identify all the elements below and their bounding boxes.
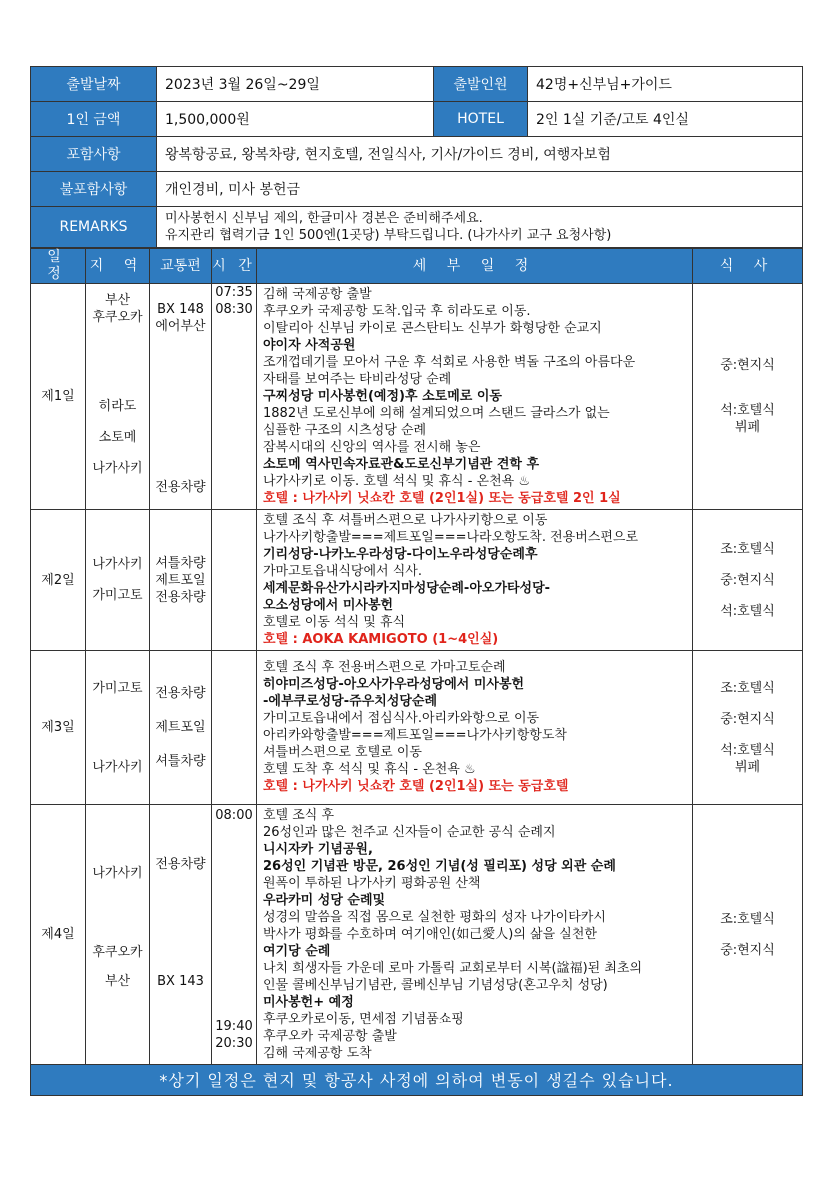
region-name: 부산: [104, 293, 131, 308]
meal-item: 중:현지식: [720, 358, 775, 373]
transport-item: 전용차량: [155, 857, 206, 872]
transport-item: 전용차량: [155, 686, 206, 701]
day-label: 제2일: [31, 510, 86, 651]
header-detail: 세 부 일 정: [257, 249, 693, 284]
detail-line: 후쿠오카로이동, 면세점 기념품쇼핑: [263, 1012, 464, 1027]
region-name: 나가사키: [92, 866, 143, 881]
time-item: 08:00: [215, 808, 253, 823]
detail-line: 심플한 구조의 시츠성당 순례: [263, 423, 427, 438]
time-item: 07:35: [215, 285, 253, 300]
detail-line: 26성인 기념관 방문, 26성인 기념(성 필리포) 성당 외관 순례: [263, 859, 616, 874]
included-label: 포함사항: [31, 137, 157, 172]
departure-label: 출발날짜: [31, 67, 157, 102]
detail-line: 호텔 도착 후 석식 및 휴식 - 온천욕 ♨: [263, 762, 476, 777]
day-meals: [693, 510, 803, 651]
day-regions: [86, 651, 150, 805]
header-day: 일 정: [31, 249, 86, 284]
day-times: [212, 510, 257, 651]
transport-item: 셔틀차량: [155, 754, 206, 769]
remarks-line-2: 유지관리 협력기금 1인 500엔(1곳당) 부탁드립니다. (나가사키 교구 요청사항): [165, 228, 612, 243]
hotel-line: 호텔 : 나가사키 닛쇼칸 호텔 (2인1실) 또는 동급호텔 2인 1실: [263, 491, 621, 506]
detail-line: 기리성당-나카노우라성당-다이노우라성당순례후: [263, 547, 538, 562]
footer-note: *상기 일정은 현지 및 항공사 사정에 의하여 변동이 생길수 있습니다.: [31, 1065, 803, 1096]
day-row: [31, 651, 803, 805]
transport-item: BX 143: [157, 974, 204, 989]
region-name: 히라도: [98, 399, 137, 414]
detail-line: 가미고토읍내에서 점심식사.아리카와항으로 이동: [263, 711, 540, 726]
detail-line: -에부쿠로성당-쥬우치성당순례: [263, 694, 438, 709]
day-times: [212, 651, 257, 805]
detail-line: 소토메 역사민속자료관&도로신부기념관 견학 후: [263, 457, 540, 472]
detail-line: 우라카미 성당 순례및: [263, 893, 386, 908]
hotel-line: 호텔 : AOKA KAMIGOTO (1~4인실): [263, 632, 499, 647]
day-label: 제4일: [31, 805, 86, 1065]
day-row: [31, 510, 803, 651]
hotel-line: 호텔 : 나가사키 닛쇼칸 호텔 (2인1실) 또는 동급호텔: [263, 779, 569, 794]
detail-line: 나가사키항출발===제트포일===나라오항도착. 전용버스편으로: [263, 530, 639, 545]
detail-line: 나치 희생자들 가운데 로마 가톨릭 교회로부터 시복(諡福)된 최초의: [263, 961, 643, 976]
meal-item: 중:현지식: [720, 711, 775, 727]
header-time: 시 간: [212, 249, 257, 284]
footer-row: [31, 1065, 803, 1096]
detail-line: 김해 국제공항 도착: [263, 1046, 372, 1061]
transport-item: 제트포일: [155, 720, 206, 735]
day-transport: [150, 510, 212, 651]
detail-line: 박사가 평화를 수호하며 여기애인(如己愛人)의 삶을 실천한: [263, 927, 597, 942]
region-name: 후쿠오카: [92, 310, 143, 325]
region-name: 가미고토: [92, 588, 143, 603]
detail-line: 26성인과 많은 천주교 신자들이 순교한 공식 순례지: [263, 825, 556, 840]
departure-value: 2023년 3월 26일~29일: [157, 67, 434, 102]
detail-line: 성경의 말씀을 직접 몸으로 실천한 평화의 성자 나가이타카시: [263, 910, 606, 925]
region-name: 후쿠오카: [92, 945, 143, 960]
people-label: 출발인원: [434, 67, 528, 102]
remarks-value: [157, 207, 803, 248]
detail-line: 이탈리아 신부님 카이로 콘스탄티노 신부가 화형당한 순교지: [263, 321, 602, 336]
transport-item: 셔틀차량: [155, 555, 206, 571]
meal-item: 뷔페: [734, 759, 761, 775]
transport-item: 전용차량: [155, 480, 206, 495]
detail-line: 인물 콜베신부님기념관, 콜베신부님 기념성당(혼고우치 성당): [263, 978, 608, 993]
detail-line: 자태를 보여주는 타비라성당 순례: [263, 372, 452, 387]
time-item: 20:30: [215, 1036, 253, 1051]
day-meals: [693, 651, 803, 805]
hotel-value: 2인 1실 기준/고토 4인실: [528, 102, 803, 137]
meal-item: 석:호텔식: [720, 403, 775, 418]
region-name: 나가사키: [92, 557, 143, 572]
detail-line: 셔틀버스편으로 호텔로 이동: [263, 745, 422, 760]
day-detail: [257, 805, 693, 1065]
detail-line: 가마고토읍내식당에서 식사.: [263, 564, 422, 579]
day-regions: [86, 805, 150, 1065]
detail-line: 야이자 사적공원: [263, 338, 356, 353]
transport-item: BX 148: [157, 302, 204, 317]
day-transport: [150, 651, 212, 805]
region-name: 부산: [104, 974, 131, 989]
region-name: 나가사키: [92, 461, 143, 476]
schedule-table: [30, 248, 803, 1096]
detail-line: 구찌성당 미사봉헌(예정)후 소토메로 이동: [263, 389, 502, 404]
day-row: [31, 284, 803, 510]
included-value: 왕복항공료, 왕복차량, 현지호텔, 전일식사, 기사/가이드 경비, 여행자보험: [157, 137, 803, 172]
detail-line: 여기당 순례: [263, 944, 331, 959]
time-item: 08:30: [215, 302, 253, 317]
excluded-label: 불포함사항: [31, 172, 157, 207]
region-name: 소토메: [98, 430, 137, 445]
price-label: 1인 금액: [31, 102, 157, 137]
meal-item: 뷔페: [734, 420, 761, 435]
day-transport: [150, 284, 212, 510]
itinerary-sheet: [30, 66, 802, 1096]
day-meals: [693, 284, 803, 510]
people-value: 42명+신부님+가이드: [528, 67, 803, 102]
day-detail: [257, 284, 693, 510]
remarks-label: REMARKS: [31, 207, 157, 248]
detail-line: 니시자카 기념공원,: [263, 842, 373, 857]
meal-item: 중:현지식: [720, 572, 775, 588]
detail-line: 김해 국제공항 출발: [263, 287, 372, 302]
detail-line: 히야미즈성당-아오사가우라성당에서 미사봉헌: [263, 677, 525, 692]
detail-line: 호텔 조식 후: [263, 808, 335, 823]
transport-item: 전용차량: [155, 589, 206, 605]
region-name: 나가사키: [92, 759, 143, 775]
trip-info-table: [30, 66, 803, 248]
day-label: 제3일: [31, 651, 86, 805]
day-regions: [86, 284, 150, 510]
detail-line: 호텔 조식 후 셔틀버스편으로 나가사키항으로 이동: [263, 513, 548, 528]
detail-line: 오소성당에서 미사봉헌: [263, 598, 394, 613]
price-value: 1,500,000원: [157, 102, 434, 137]
detail-line: 호텔로 이동 석식 및 휴식: [263, 615, 406, 630]
remarks-line-1: 미사봉헌시 신부님 제의, 한글미사 경본은 준비해주세요.: [165, 211, 483, 226]
detail-line: 후쿠오카 국제공항 출발: [263, 1029, 397, 1044]
day-detail: [257, 651, 693, 805]
time-item: 19:40: [215, 1019, 253, 1034]
detail-line: 나가사키로 이동. 호텔 석식 및 휴식 - 온천욕 ♨: [263, 474, 531, 489]
excluded-value: 개인경비, 미사 봉헌금: [157, 172, 803, 207]
detail-line: 1882년 도로신부에 의해 설계되었으며 스탠드 글라스가 없는: [263, 406, 610, 421]
meal-item: 석:호텔식: [720, 603, 775, 619]
header-region: 지 역: [86, 249, 150, 284]
day-times: [212, 805, 257, 1065]
meal-item: 조:호텔식: [720, 541, 775, 557]
meal-item: 석:호텔식: [720, 742, 775, 758]
day-times: [212, 284, 257, 510]
day-detail: [257, 510, 693, 651]
hotel-label: HOTEL: [434, 102, 528, 137]
detail-line: 후쿠오카 국제공항 도착.입국 후 히라도로 이동.: [263, 304, 531, 319]
day-transport: [150, 805, 212, 1065]
header-transport: 교통편: [150, 249, 212, 284]
header-meals: 식 사: [693, 249, 803, 284]
detail-line: 아리카와항출발===제트포일===나가사키항항도착: [263, 728, 567, 743]
region-name: 가미고토: [92, 680, 143, 696]
detail-line: 호텔 조식 후 전용버스편으로 가마고토순례: [263, 660, 506, 675]
meal-item: 조:호텔식: [720, 680, 775, 696]
day-label: 제1일: [31, 284, 86, 510]
detail-line: 잠복시대의 신앙의 역사를 전시해 놓은: [263, 440, 481, 455]
meal-item: 중:현지식: [720, 942, 775, 958]
detail-line: 원폭이 투하된 나가사키 평화공원 산책: [263, 876, 481, 891]
transport-item: 제트포일: [155, 572, 206, 588]
detail-line: 미사봉헌+ 예정: [263, 995, 354, 1010]
day-row: [31, 805, 803, 1065]
transport-item: 에어부산: [155, 319, 206, 334]
meal-item: 조:호텔식: [720, 911, 775, 927]
schedule-header-row: [31, 249, 803, 284]
day-meals: [693, 805, 803, 1065]
detail-line: 세계문화유산가시라카지마성당순례-아오가타성당-: [263, 581, 551, 596]
day-regions: [86, 510, 150, 651]
detail-line: 조개껍데기를 모아서 구운 후 석회로 사용한 벽돌 구조의 아름다운: [263, 355, 636, 370]
